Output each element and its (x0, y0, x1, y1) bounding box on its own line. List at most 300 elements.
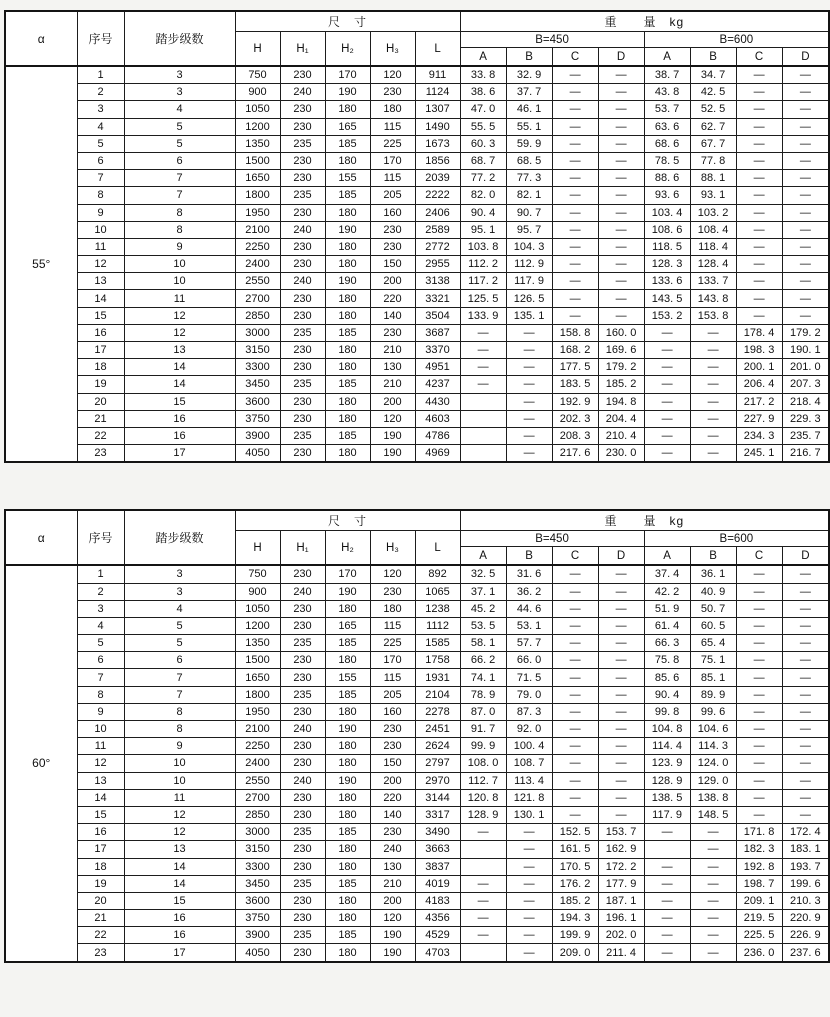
cell: 133. 7 (690, 273, 736, 290)
cell: 165 (325, 118, 370, 135)
table-body (5, 565, 829, 961)
cell: 1500 (235, 152, 280, 169)
col-header-H3: H₃ (370, 531, 415, 566)
cell: — (736, 290, 782, 307)
cell: 13 (77, 273, 124, 290)
cell: 1650 (235, 669, 280, 686)
cell: 8 (124, 204, 235, 221)
cell: 168. 2 (552, 342, 598, 359)
cell: 104. 8 (644, 721, 690, 738)
cell: 185 (325, 824, 370, 841)
table-row (5, 875, 829, 892)
cell: 155 (325, 170, 370, 187)
cell: 180 (325, 944, 370, 962)
cell: 66. 3 (644, 635, 690, 652)
cell: 235 (280, 875, 325, 892)
cell: 1650 (235, 170, 280, 187)
cell: — (552, 84, 598, 101)
cell: — (782, 101, 829, 118)
cell: 2624 (415, 738, 460, 755)
cell: 180 (325, 600, 370, 617)
cell: 55. 1 (506, 118, 552, 135)
cell: 5 (77, 135, 124, 152)
table-row (5, 273, 829, 290)
cell: 207. 3 (782, 376, 829, 393)
cell: — (460, 875, 506, 892)
cell: — (782, 273, 829, 290)
col-header-H2: H₂ (325, 531, 370, 566)
cell: 3150 (235, 342, 280, 359)
cell: 230 (280, 410, 325, 427)
cell: 4786 (415, 427, 460, 444)
cell: 172. 4 (782, 824, 829, 841)
cell: 16 (77, 324, 124, 341)
cell: 33. 8 (460, 66, 506, 84)
cell: 225. 5 (736, 927, 782, 944)
cell: 230 (280, 806, 325, 823)
cell: 3138 (415, 273, 460, 290)
cell: — (644, 359, 690, 376)
cell: — (598, 290, 644, 307)
col-header-L: L (415, 531, 460, 566)
cell: 7 (77, 170, 124, 187)
table-row (5, 187, 829, 204)
cell: — (598, 307, 644, 324)
col-header-H: H (235, 531, 280, 566)
cell: 68. 6 (644, 135, 690, 152)
table-row (5, 359, 829, 376)
cell: 230 (280, 652, 325, 669)
cell: 130 (370, 359, 415, 376)
cell: — (552, 617, 598, 634)
cell: — (736, 101, 782, 118)
cell: 2222 (415, 187, 460, 204)
cell: 235 (280, 376, 325, 393)
cell: 3000 (235, 324, 280, 341)
cell: 2550 (235, 772, 280, 789)
table-row (5, 101, 829, 118)
cell: — (736, 806, 782, 823)
cell: 211. 4 (598, 944, 644, 962)
cell: 21 (77, 410, 124, 427)
cell: 185 (325, 135, 370, 152)
col-header-steps: 踏步级数 (124, 11, 235, 66)
cell: 9 (77, 204, 124, 221)
cell: — (690, 410, 736, 427)
cell: 3300 (235, 359, 280, 376)
cell: 185. 2 (598, 376, 644, 393)
cell: 103. 2 (690, 204, 736, 221)
cell: 3687 (415, 324, 460, 341)
cell: 4237 (415, 376, 460, 393)
cell: 3504 (415, 307, 460, 324)
cell: 2955 (415, 256, 460, 273)
cell: — (782, 600, 829, 617)
cell: 10 (124, 755, 235, 772)
cell: 237. 6 (782, 944, 829, 962)
cell: 158. 8 (552, 324, 598, 341)
cell: 16 (124, 410, 235, 427)
cell: — (506, 445, 552, 463)
cell: 2700 (235, 290, 280, 307)
cell: 121. 8 (506, 789, 552, 806)
cell: 99. 6 (690, 703, 736, 720)
table-row (5, 135, 829, 152)
cell: 230 (280, 66, 325, 84)
cell: 172. 2 (598, 858, 644, 875)
cell: — (460, 324, 506, 341)
cell: 230 (280, 944, 325, 962)
table-row (5, 755, 829, 772)
cell: 15 (124, 892, 235, 909)
cell: 230 (370, 738, 415, 755)
cell: — (552, 686, 598, 703)
cell: 65. 4 (690, 635, 736, 652)
cell: 240 (280, 583, 325, 600)
cell: 8 (77, 686, 124, 703)
cell: 900 (235, 84, 280, 101)
cell: 68. 5 (506, 152, 552, 169)
cell: 3450 (235, 875, 280, 892)
cell: 180 (325, 858, 370, 875)
table-row (5, 824, 829, 841)
cell: 160 (370, 204, 415, 221)
cell: 4703 (415, 944, 460, 962)
cell: 230 (280, 910, 325, 927)
cell: 18 (77, 359, 124, 376)
col-header-L: L (415, 32, 460, 67)
cell: 143. 5 (644, 290, 690, 307)
cell: 180 (325, 910, 370, 927)
cell: 176. 2 (552, 875, 598, 892)
cell: 153. 8 (690, 307, 736, 324)
cell: 3300 (235, 858, 280, 875)
table-row (5, 204, 829, 221)
cell: 104. 6 (690, 721, 736, 738)
cell: — (782, 806, 829, 823)
cell: 2700 (235, 789, 280, 806)
col-header-A450: A (460, 48, 506, 67)
cell: 2797 (415, 755, 460, 772)
cell: 42. 5 (690, 84, 736, 101)
cell: 18 (77, 858, 124, 875)
cell: 114. 3 (690, 738, 736, 755)
cell: 180 (325, 342, 370, 359)
cell: 180 (325, 393, 370, 410)
col-header-B450: B (506, 48, 552, 67)
cell: 11 (124, 789, 235, 806)
cell: — (506, 410, 552, 427)
cell: 140 (370, 307, 415, 324)
cell: 900 (235, 583, 280, 600)
cell: 138. 8 (690, 789, 736, 806)
cell: 36. 2 (506, 583, 552, 600)
cell: — (552, 256, 598, 273)
cell: 12 (124, 307, 235, 324)
cell: — (644, 342, 690, 359)
cell: 6 (77, 652, 124, 669)
cell: 57. 7 (506, 635, 552, 652)
cell: 3450 (235, 376, 280, 393)
cell: 217. 2 (736, 393, 782, 410)
cell: 230 (280, 256, 325, 273)
cell: — (782, 721, 829, 738)
cell: — (460, 910, 506, 927)
cell: — (690, 841, 736, 858)
col-header-D450: D (598, 48, 644, 67)
cell: 180 (325, 238, 370, 255)
cell: 120 (370, 910, 415, 927)
cell: 205 (370, 187, 415, 204)
cell: 11 (124, 290, 235, 307)
cell: — (644, 858, 690, 875)
cell: 12 (77, 755, 124, 772)
cell: 2104 (415, 686, 460, 703)
cell: — (598, 686, 644, 703)
cell: 66. 0 (506, 652, 552, 669)
cell: 1950 (235, 204, 280, 221)
cell: — (552, 806, 598, 823)
table-header (5, 11, 829, 66)
cell: 230 (280, 359, 325, 376)
cell: 230 (280, 238, 325, 255)
cell: 12 (124, 324, 235, 341)
col-header-H1: H₁ (280, 32, 325, 67)
cell: — (782, 635, 829, 652)
cell: 117. 9 (644, 806, 690, 823)
cell: 4356 (415, 910, 460, 927)
cell: 115 (370, 118, 415, 135)
cell: 2406 (415, 204, 460, 221)
cell: 180 (370, 600, 415, 617)
cell: — (782, 204, 829, 221)
cell: 217. 6 (552, 445, 598, 463)
cell: 129. 0 (690, 772, 736, 789)
cell: 37. 7 (506, 84, 552, 101)
cell: 240 (280, 772, 325, 789)
cell: 19 (77, 875, 124, 892)
cell: 1800 (235, 686, 280, 703)
cell: 128. 3 (644, 256, 690, 273)
group-header-dimensions: 尺 寸 (235, 510, 460, 531)
cell: 180 (325, 789, 370, 806)
table-row (5, 66, 829, 84)
cell: 2400 (235, 755, 280, 772)
cell: — (598, 273, 644, 290)
cell: 133. 9 (460, 307, 506, 324)
cell: 114. 4 (644, 738, 690, 755)
cell: 185 (325, 427, 370, 444)
cell: 77. 8 (690, 152, 736, 169)
table-header (5, 510, 829, 565)
cell: — (690, 324, 736, 341)
cell: 229. 3 (782, 410, 829, 427)
cell: 153. 7 (598, 824, 644, 841)
cell: — (644, 824, 690, 841)
cell: 218. 4 (782, 393, 829, 410)
cell: 240 (280, 84, 325, 101)
cell: 192. 9 (552, 393, 598, 410)
cell: 3317 (415, 806, 460, 823)
cell: 93. 1 (690, 187, 736, 204)
cell: 99. 8 (644, 703, 690, 720)
cell: 4603 (415, 410, 460, 427)
cell: 108. 6 (644, 221, 690, 238)
cell: — (782, 118, 829, 135)
cell (460, 858, 506, 875)
cell: 2278 (415, 703, 460, 720)
cell: 6 (124, 652, 235, 669)
cell: — (598, 152, 644, 169)
cell: 230 (280, 170, 325, 187)
cell: 185 (325, 376, 370, 393)
cell: 180 (325, 101, 370, 118)
cell: — (782, 789, 829, 806)
col-header-steps: 踏步级数 (124, 510, 235, 565)
cell: 1124 (415, 84, 460, 101)
cell: 2400 (235, 256, 280, 273)
cell: 3 (77, 101, 124, 118)
cell: 219. 5 (736, 910, 782, 927)
cell: 200 (370, 273, 415, 290)
cell: 5 (124, 617, 235, 634)
table-row (5, 221, 829, 238)
cell: 230 (280, 204, 325, 221)
cell: 196. 1 (598, 910, 644, 927)
cell: — (460, 892, 506, 909)
cell: 133. 6 (644, 273, 690, 290)
cell: — (782, 290, 829, 307)
cell: — (552, 204, 598, 221)
cell: 15 (77, 307, 124, 324)
cell: 1500 (235, 652, 280, 669)
cell: 230 (280, 755, 325, 772)
table-row (5, 686, 829, 703)
cell: 170 (370, 652, 415, 669)
cell: 92. 0 (506, 721, 552, 738)
cell: 180 (325, 652, 370, 669)
cell: 4 (77, 617, 124, 634)
cell: 90. 4 (644, 686, 690, 703)
cell: 118. 4 (690, 238, 736, 255)
cell: 138. 5 (644, 789, 690, 806)
col-header-H1: H₁ (280, 531, 325, 566)
cell: — (644, 875, 690, 892)
cell: 78. 9 (460, 686, 506, 703)
cell: 204. 4 (598, 410, 644, 427)
cell: — (506, 342, 552, 359)
cell: 198. 3 (736, 342, 782, 359)
col-header-D600: D (782, 547, 829, 566)
cell: — (736, 721, 782, 738)
cell: — (782, 135, 829, 152)
cell: 182. 3 (736, 841, 782, 858)
cell: 130 (370, 858, 415, 875)
cell: — (552, 738, 598, 755)
cell: 235 (280, 135, 325, 152)
table-row (5, 789, 829, 806)
cell: — (598, 772, 644, 789)
cell: — (644, 927, 690, 944)
cell: — (736, 703, 782, 720)
cell: 235 (280, 824, 325, 841)
cell: — (598, 170, 644, 187)
table-row (5, 669, 829, 686)
cell: 200. 1 (736, 359, 782, 376)
cell: 170 (325, 565, 370, 583)
cell: — (460, 359, 506, 376)
table-body (5, 66, 829, 462)
cell: — (782, 152, 829, 169)
cell: 90. 7 (506, 204, 552, 221)
cell: 51. 9 (644, 600, 690, 617)
table-row (5, 376, 829, 393)
cell: 7 (77, 669, 124, 686)
cell: 6 (77, 152, 124, 169)
cell: — (782, 686, 829, 703)
cell: 220 (370, 290, 415, 307)
cell: — (506, 841, 552, 858)
cell: 183. 5 (552, 376, 598, 393)
cell: 78. 5 (644, 152, 690, 169)
cell: 235 (280, 927, 325, 944)
cell: 104. 3 (506, 238, 552, 255)
cell: 240 (280, 221, 325, 238)
cell: 55. 5 (460, 118, 506, 135)
cell: — (598, 652, 644, 669)
cell: 3 (124, 583, 235, 600)
cell: 180 (325, 755, 370, 772)
cell: 14 (124, 359, 235, 376)
cell: 1350 (235, 135, 280, 152)
table-row (5, 841, 829, 858)
cell: 3837 (415, 858, 460, 875)
cell: 2 (77, 84, 124, 101)
col-header-B600: B (690, 547, 736, 566)
cell: 120 (370, 66, 415, 84)
cell: 210. 3 (782, 892, 829, 909)
col-header-H2: H₂ (325, 32, 370, 67)
cell: 17 (77, 342, 124, 359)
cell: — (690, 875, 736, 892)
cell: — (598, 617, 644, 634)
cell: — (736, 652, 782, 669)
cell: — (598, 789, 644, 806)
cell: 230 (280, 118, 325, 135)
cell: 190 (325, 772, 370, 789)
col-header-alpha: α (5, 510, 77, 565)
cell: 3321 (415, 290, 460, 307)
cell: 210 (370, 875, 415, 892)
cell: — (506, 944, 552, 962)
cell: — (782, 755, 829, 772)
cell: 4951 (415, 359, 460, 376)
cell: 16 (77, 824, 124, 841)
cell: — (552, 755, 598, 772)
cell: 115 (370, 617, 415, 634)
cell: 4430 (415, 393, 460, 410)
cell: — (736, 170, 782, 187)
table-row (5, 944, 829, 962)
cell: 10 (124, 273, 235, 290)
cell: 8 (124, 221, 235, 238)
cell: 235. 7 (782, 427, 829, 444)
cell: 66. 2 (460, 652, 506, 669)
cell: — (736, 772, 782, 789)
cell: — (736, 617, 782, 634)
cell: 4050 (235, 944, 280, 962)
cell: 225 (370, 135, 415, 152)
